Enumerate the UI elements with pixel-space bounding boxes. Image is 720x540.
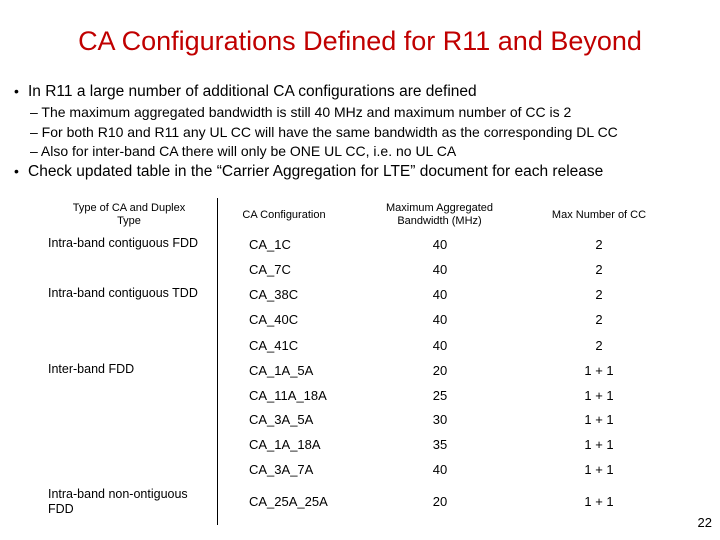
config-cell: CA_1A_18A [249,437,321,452]
page-number: 22 [697,515,712,530]
cc-cell: 1 + 1 [584,412,614,427]
bandwidth-cell: 30 [432,412,448,427]
config-cell: CA_41C [249,338,299,353]
cc-cell: 1 + 1 [584,437,614,452]
bandwidth-cell: 40 [432,462,448,477]
config-cell: CA_1C [249,237,291,252]
group-inter-band-fdd: Inter-band FDD [48,362,135,376]
config-cell: CA_38C [249,287,299,302]
bandwidth-cell: 25 [432,388,448,403]
cc-cell: 2 [595,287,603,302]
bandwidth-cell: 40 [432,338,448,353]
bullet-2-text: Check updated table in the “Carrier Aggregation for LTE” document for each release [28,163,604,180]
cc-cell: 1 + 1 [584,363,614,378]
config-cell: CA_3A_5A [249,412,314,427]
bandwidth-cell: 35 [432,437,448,452]
header-bandwidth: Maximum Aggregated Bandwidth (MHz) [386,202,493,227]
cc-cell: 2 [595,262,603,277]
bandwidth-cell: 40 [432,237,448,252]
group-intra-contiguous-fdd: Intra-band contiguous FDD [48,236,199,250]
sub-item-1: – The maximum aggregated bandwidth is still 40 MHz and maximum number of CC is 2 [30,104,572,120]
config-cell: CA_1A_5A [249,363,314,378]
cc-cell: 1 + 1 [584,462,614,477]
bandwidth-cell: 20 [432,363,448,378]
cc-cell: 1 + 1 [584,494,614,509]
slide-title: CA Configurations Defined for R11 and Beyond [78,26,642,56]
bullet-2 [14,163,603,181]
bandwidth-cell: 40 [432,312,448,327]
ca-config-table [44,198,682,525]
bullet-marker: • [14,83,19,99]
header-cc: Max Number of CC [551,208,647,221]
group-intra-contiguous-tdd: Intra-band contiguous TDD [48,286,198,300]
config-cell: CA_11A_18A [249,388,327,403]
config-cell: CA_7C [249,262,291,277]
cc-cell: 2 [595,312,603,327]
group-intra-non-contiguous-fdd: Intra-band non-ontiguous FDD [48,487,188,516]
bandwidth-cell: 20 [432,494,448,509]
cc-cell: 1 + 1 [584,388,614,403]
bandwidth-cell: 40 [432,287,448,302]
header-config: CA Configuration [242,208,326,221]
bandwidth-cell: 40 [432,262,448,277]
sub-item-2: – For both R10 and R11 any UL CC will have the same bandwidth as the corresponding DL CC [30,124,618,140]
sub-item-3: – Also for inter-band CA there will only be ONE UL CC, i.e. no UL CA [30,143,457,159]
header-type: Type of CA and Duplex Type [72,202,186,227]
bullet-marker: • [14,163,19,179]
config-cell: CA_40C [249,312,299,327]
cc-cell: 2 [595,237,603,252]
column-divider [217,198,218,525]
bullet-1 [14,83,477,101]
bullet-1-text: In R11 a large number of additional CA configurations are defined [28,83,477,100]
config-cell: CA_3A_7A [249,462,314,477]
config-cell: CA_25A_25A [249,494,328,509]
cc-cell: 2 [595,338,603,353]
